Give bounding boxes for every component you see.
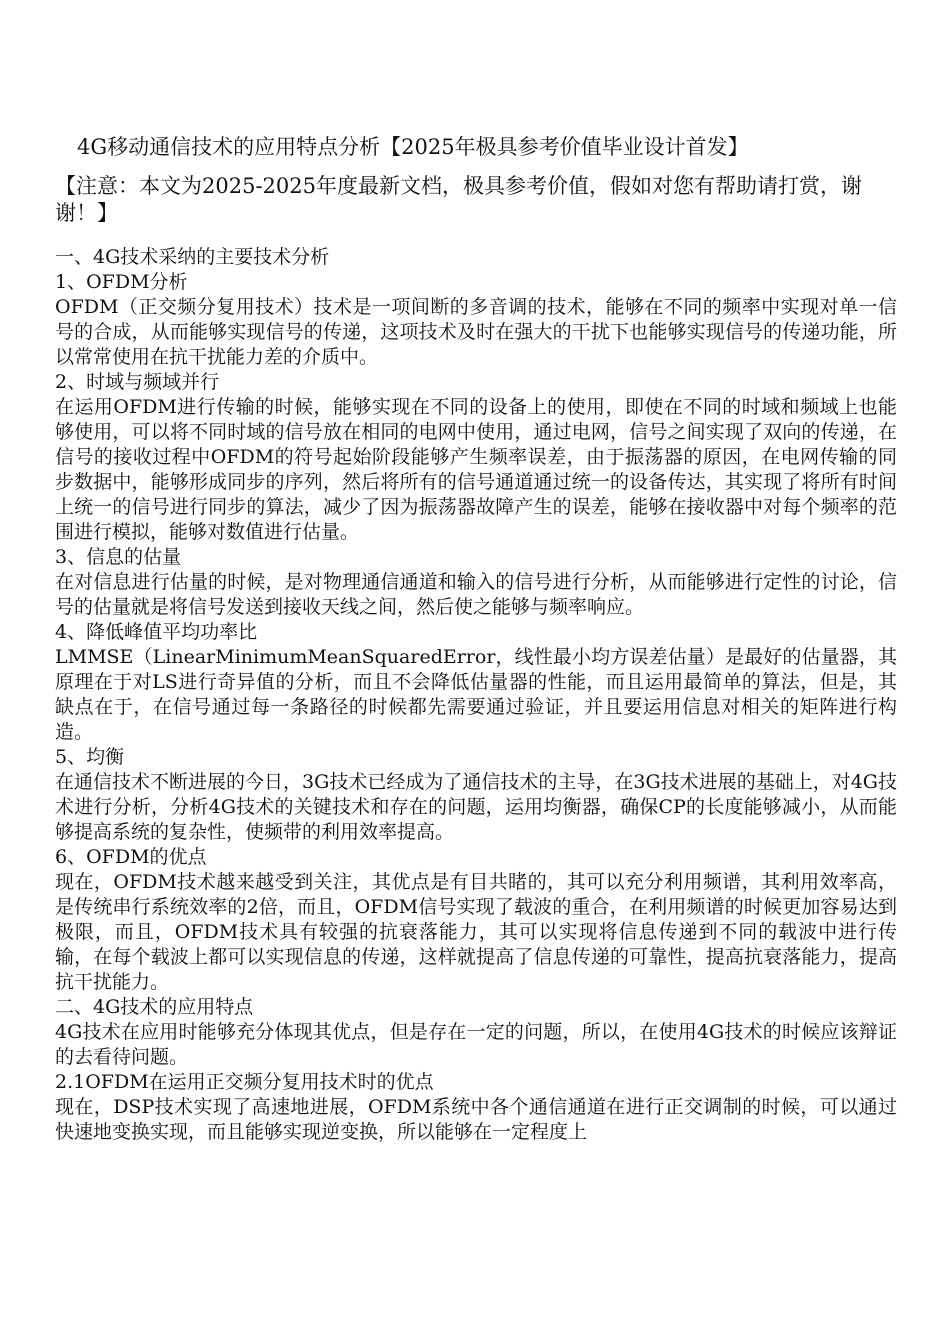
section-heading: 2.1OFDM在运用正交频分复用技术时的优点 bbox=[55, 1071, 434, 1093]
body-paragraph: OFDM（正交频分复用技术）技术是一项间断的多音调的技术，能够在不同的频率中实现对单一信号的合成，从而能够实现信号的传递，这项技术及时在强大的干扰下也能够实现信号的传递功能，所以常常使用在抗干扰能力差的介质中。 bbox=[55, 296, 897, 368]
section-heading: 4、降低峰值平均功率比 bbox=[55, 621, 258, 643]
body-paragraph: 在通信技术不断进展的今日，3G技术已经成为了通信技术的主导，在3G技术进展的基础上，对4G技术进行分析，分析4G技术的关键技术和存在的问题，运用均衡器，确保CP的长度能够减小，从而能够提高系统的复杂性，使频带的利用效率提高。 bbox=[55, 771, 897, 843]
section-heading: 3、信息的估量 bbox=[55, 546, 182, 568]
section-heading: 1、OFDM分析 bbox=[55, 271, 188, 293]
document-body bbox=[55, 131, 897, 1145]
section-heading: 2、时域与频域并行 bbox=[55, 371, 220, 393]
body-paragraph: 4G技术在应用时能够充分体现其优点，但是存在一定的问题，所以，在使用4G技术的时候应该辩证的去看待问题。 bbox=[55, 1021, 897, 1068]
document-title: 4G移动通信技术的应用特点分析【2025年极具参考价值毕业设计首发】 bbox=[77, 135, 749, 159]
body-paragraph: LMMSE（LinearMinimumMeanSquaredError，线性最小均方误差估量）是最好的估量器，其原理在于对LS进行奇异值的分析，而且不会降低估量器的性能，而且运用最简单的算法，但是，其缺点在于，在信号通过每一条路径的时候都先需要通过验证，并且要运用信息对相关的矩阵进行构造。 bbox=[55, 646, 897, 743]
section-heading: 6、OFDM的优点 bbox=[55, 846, 207, 868]
body-paragraph: 现在，DSP技术实现了高速地进展，OFDM系统中各个通信通道在进行正交调制的时候，可以通过快速地变换实现，而且能够实现逆变换，所以能够在一定程度上 bbox=[55, 1096, 897, 1143]
body-paragraph: 在对信息进行估量的时候，是对物理通信通道和输入的信号进行分析，从而能够进行定性的讨论，信号的估量就是将信号发送到接收天线之间，然后使之能够与频率响应。 bbox=[55, 571, 897, 618]
section-heading: 一、4G技术采纳的主要技术分析 bbox=[55, 246, 330, 268]
body-paragraph: 在运用OFDM进行传输的时候，能够实现在不同的设备上的使用，即使在不同的时域和频域上也能够使用，可以将不同时域的信号放在相同的电网中使用，通过电网，信号之间实现了双向的传递，在信号的接收过程中OFDM的符号起始阶段能够产生频率误差，由于振荡器的原因，在电网传输的同步数据中，能够形成同步的序列，然后将所有的信号通道通过统一的设备传达，其实现了将所有时间上统一的信号进行同步的算法，减少了因为振荡器故障产生的误差，能够在接收器中对每个频率的范围进行模拟，能够对数值进行估量。 bbox=[55, 396, 897, 543]
body-paragraph: 现在，OFDM技术越来越受到关注，其优点是有目共睹的，其可以充分利用频谱，其利用效率高，是传统串行系统效率的2倍，而且，OFDM信号实现了载波的重合，在利用频谱的时候更加容易达到极限，而且，OFDM技术具有较强的抗衰落能力，其可以实现将信息传递到不同的载波中进行传输，在每个载波上都可以实现信息的传递，这样就提高了信息传递的可靠性，提高抗衰落能力，提高抗干扰能力。 bbox=[55, 871, 897, 993]
section-heading: 二、4G技术的应用特点 bbox=[55, 996, 254, 1018]
notice-text: 【注意：本文为2025-2025年度最新文档，极具参考价值，假如对您有帮助请打赏，谢谢！】 bbox=[55, 174, 862, 225]
document-sections bbox=[55, 245, 897, 1145]
section-heading: 5、均衡 bbox=[55, 746, 125, 768]
